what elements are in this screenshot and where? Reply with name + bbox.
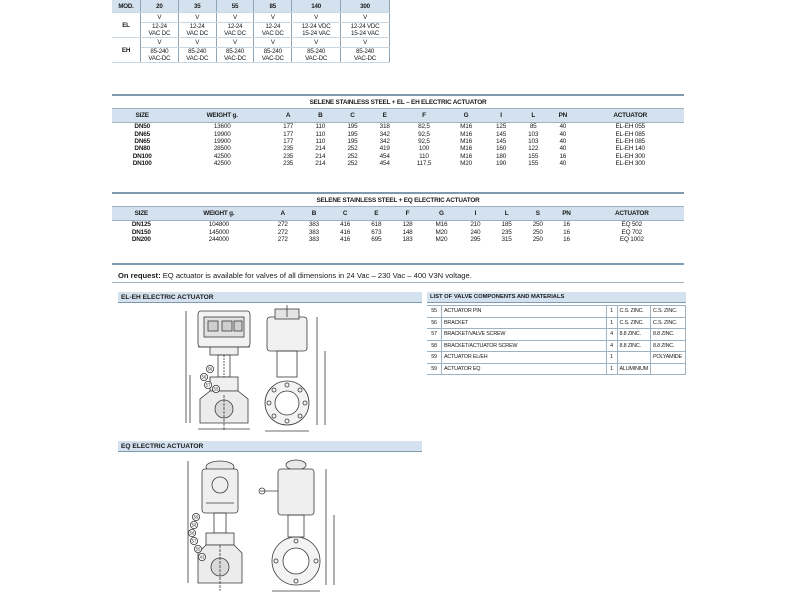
table-cell: 92,5 [418, 137, 430, 145]
component-name: ACTUATOR EL/EH [442, 352, 607, 364]
voltage-cell: 85-240 VAC-DC [141, 48, 179, 63]
component-qty: 1 [606, 306, 617, 318]
column-header: C [336, 109, 368, 123]
column-header: B [298, 207, 329, 221]
table-cell: M16 [460, 152, 472, 160]
table-cell: EQ 702 [621, 228, 643, 236]
check-mark: V [254, 38, 292, 48]
column-header: L [491, 207, 522, 221]
callout-label: 57 [191, 538, 197, 544]
table-cell: 110 [419, 152, 429, 160]
callout-label: 56 [189, 530, 195, 536]
table-cell: 100 [418, 145, 429, 153]
check-mark: V [141, 38, 179, 48]
eq-side-drawing [250, 455, 340, 595]
table-cell: 315 [501, 235, 512, 243]
table-cell: 195 [347, 137, 358, 145]
column-header: ACTUATOR [576, 109, 684, 123]
table-cell: DN80 [134, 145, 150, 153]
model-col: 300 [341, 0, 390, 13]
component-number: 57 [427, 329, 442, 341]
table-cell: 155 [528, 152, 539, 160]
table-cell: 103 [528, 130, 539, 138]
component-row [427, 329, 686, 341]
table-cell: 110 [315, 130, 326, 138]
table-cell: 240 [470, 228, 481, 236]
table-cell: 148 [402, 228, 413, 236]
table-row [112, 228, 684, 235]
eq-spec-table [112, 192, 684, 243]
component-number: 56 [427, 317, 442, 329]
table-cell: 145 [495, 137, 507, 145]
table-row [112, 145, 684, 152]
table-cell: 416 [340, 228, 351, 236]
check-mark: V [178, 38, 216, 48]
table-cell: 416 [340, 221, 351, 229]
table-cell: M20 [435, 228, 448, 236]
table-cell: 177 [283, 137, 294, 145]
component-material-1 [617, 352, 650, 364]
check-mark: V [292, 13, 341, 23]
table-cell: 145 [495, 130, 507, 138]
table-cell: M16 [460, 137, 472, 145]
column-header: SIZE [112, 207, 171, 221]
model-header-label: MOD. [112, 0, 141, 13]
table-cell: DN65 [134, 130, 150, 138]
column-header: G [447, 109, 485, 123]
column-header: SIZE [112, 109, 172, 123]
el-eh-table-title: SELENE STAINLESS STEEL + EL – EH ELECTRIC ACTUATOR [112, 95, 684, 109]
callout-label: 43 [199, 554, 205, 560]
voltage-cell: 12-24 VAC DC [141, 23, 179, 38]
table-cell: EL-EH 140 [615, 145, 645, 153]
component-material-2: C.S. ZINC. [651, 306, 686, 318]
table-cell: 103 [528, 137, 539, 145]
table-cell: EL-EH 300 [615, 152, 645, 160]
table-cell: 383 [308, 235, 319, 243]
table-cell: 185 [501, 221, 512, 229]
table-cell: 16 [559, 152, 567, 160]
table-cell: 695 [371, 235, 382, 243]
table-cell: M16 [460, 123, 472, 131]
table-row [112, 153, 684, 160]
column-header: A [267, 207, 298, 221]
eq-table-title: SELENE STAINLESS STEEL + EQ ELECTRIC ACTUATOR [112, 193, 684, 207]
voltage-cell: 12-24 VDC 15-24 VAC [341, 23, 390, 38]
component-material-1: ALUMINIUM [617, 363, 650, 375]
check-mark: V [341, 38, 390, 48]
model-col: 20 [141, 0, 179, 13]
column-header: F [401, 109, 447, 123]
eq-front-drawing [180, 455, 260, 595]
column-header: G [423, 207, 460, 221]
column-header: I [460, 207, 491, 221]
table-cell: 272 [277, 221, 288, 229]
column-header: L [517, 109, 549, 123]
table-cell: 214 [315, 160, 326, 168]
column-header: F [392, 207, 423, 221]
table-cell: 272 [277, 235, 288, 243]
check-mark: V [141, 13, 179, 23]
table-row [112, 138, 684, 145]
table-cell: 40 [559, 130, 567, 138]
voltage-cell: 85-240 VAC-DC [216, 48, 254, 63]
component-number: 59 [427, 352, 442, 364]
table-cell: 250 [532, 228, 543, 236]
component-row [427, 363, 686, 375]
voltage-cell: 12-24 VAC DC [216, 23, 254, 38]
table-cell: M20 [435, 235, 448, 243]
column-header: E [361, 207, 392, 221]
component-name: ACTUATOR EQ [442, 363, 607, 375]
on-request-note [112, 263, 684, 283]
table-cell: DN150 [131, 228, 151, 236]
check-mark: V [254, 13, 292, 23]
table-cell: M16 [435, 221, 448, 229]
table-cell: 16 [563, 221, 570, 229]
component-number: 55 [427, 306, 442, 318]
table-cell: 16 [563, 228, 570, 236]
component-material-2: 8.8 ZINC. [651, 340, 686, 352]
table-cell: 383 [308, 228, 319, 236]
table-cell: 177 [283, 123, 294, 131]
component-row [427, 340, 686, 352]
row-label-eh: EH [112, 38, 141, 63]
model-col: 140 [292, 0, 341, 13]
table-cell: 16 [563, 235, 570, 243]
table-cell: 250 [532, 221, 543, 229]
table-cell: 295 [470, 235, 481, 243]
table-cell: 40 [559, 137, 567, 145]
table-cell: 40 [559, 145, 567, 153]
table-cell: DN100 [132, 160, 152, 168]
column-header: S [522, 207, 553, 221]
table-cell: DN200 [131, 235, 151, 243]
table-cell: 252 [347, 152, 358, 160]
component-material-2: C.S. ZINC. [651, 317, 686, 329]
table-cell: EQ 1002 [619, 235, 644, 243]
table-cell: EL-EH 085 [615, 130, 645, 138]
table-cell: 160 [495, 145, 507, 153]
table-cell: EL-EH 085 [615, 137, 645, 145]
note-prefix: On request: [118, 271, 161, 280]
check-mark: V [292, 38, 341, 48]
component-qty: 1 [606, 363, 617, 375]
table-cell: 92,5 [418, 130, 430, 138]
table-cell: 19900 [213, 130, 231, 138]
table-cell: 195 [347, 123, 358, 131]
table-cell: 235 [283, 145, 294, 153]
table-cell: 244000 [208, 235, 229, 243]
component-qty: 4 [606, 340, 617, 352]
row-label-el: EL [112, 13, 141, 38]
voltage-cell: 85-240 VAC-DC [254, 48, 292, 63]
table-row [112, 160, 684, 167]
table-cell: 195 [347, 130, 358, 138]
callout-label: 55 [213, 386, 219, 392]
callout-label: 56 [201, 374, 207, 380]
table-cell: 252 [347, 145, 358, 153]
voltage-cell: 85-240 VAC-DC [341, 48, 390, 63]
table-cell: 183 [402, 235, 413, 243]
column-header: PN [549, 109, 576, 123]
check-mark: V [341, 13, 390, 23]
table-row [112, 221, 684, 229]
table-cell: 122 [528, 145, 539, 153]
column-header: ACTUATOR [580, 207, 684, 221]
table-cell: 155 [528, 160, 539, 168]
table-cell: 85 [529, 123, 537, 131]
components-section-header: LIST OF VALVE COMPONENTS AND MATERIALS [427, 292, 686, 303]
voltage-cell: 12-24 VAC DC [178, 23, 216, 38]
callout-label: 58 [207, 366, 213, 372]
el-eh-side-drawing [255, 305, 335, 435]
model-col: 85 [254, 0, 292, 13]
table-cell: EL-EH 055 [615, 123, 645, 131]
table-row [112, 123, 684, 131]
voltage-cell: 12-24 VDC 15-24 VAC [292, 23, 341, 38]
table-cell: 128 [402, 221, 413, 229]
note-text: EQ actuator is available for valves of all dimensions in 24 Vac – 230 Vac – 400 V3N voltage. [160, 271, 472, 280]
column-header: C [330, 207, 361, 221]
component-name: BRACKET/VALVE SCREW [442, 329, 607, 341]
column-header: WEIGHT g. [172, 109, 272, 123]
table-cell: DN125 [131, 221, 151, 229]
table-cell: 618 [371, 221, 382, 229]
table-cell: 19900 [213, 137, 231, 145]
component-number: 59 [427, 363, 442, 375]
column-header: PN [553, 207, 579, 221]
column-header: E [369, 109, 401, 123]
table-cell: 42500 [213, 152, 231, 160]
callout-label: 57 [205, 382, 211, 388]
voltage-cell: 85-240 VAC-DC [178, 48, 216, 63]
el-eh-spec-table [112, 94, 684, 167]
table-cell: 454 [379, 160, 390, 168]
table-cell: 235 [501, 228, 512, 236]
component-row [427, 306, 686, 318]
component-qty: 1 [606, 352, 617, 364]
table-cell: 214 [315, 145, 326, 153]
table-row [112, 130, 684, 137]
model-col: 35 [178, 0, 216, 13]
component-material-2 [651, 363, 686, 375]
table-cell: 145000 [208, 228, 229, 236]
table-cell: 383 [308, 221, 319, 229]
table-cell: 235 [283, 152, 294, 160]
table-cell: 190 [495, 160, 507, 168]
table-cell: 454 [379, 152, 390, 160]
table-cell: 42500 [213, 160, 231, 168]
column-header: I [485, 109, 517, 123]
table-cell: 342 [379, 137, 390, 145]
table-cell: DN100 [132, 152, 152, 160]
table-cell: 235 [283, 160, 294, 168]
table-cell: 177 [283, 130, 294, 138]
table-row [112, 236, 684, 243]
voltage-cell: 85-240 VAC-DC [292, 48, 341, 63]
table-cell: 272 [277, 228, 288, 236]
eq-section-header: EQ ELECTRIC ACTUATOR [118, 441, 422, 452]
table-cell: 40 [559, 160, 567, 168]
component-qty: 4 [606, 329, 617, 341]
callout-label: 59 [193, 514, 199, 520]
table-cell: 82,5 [418, 123, 430, 131]
table-cell: DN65 [134, 137, 150, 145]
table-cell: 416 [340, 235, 351, 243]
check-mark: V [178, 13, 216, 23]
el-eh-section-header: EL-EH ELECTRIC ACTUATOR [118, 292, 422, 303]
table-cell: 117,5 [416, 160, 432, 168]
column-header: A [272, 109, 304, 123]
table-cell: 214 [315, 152, 326, 160]
table-cell: 110 [315, 137, 326, 145]
table-cell: 13600 [213, 123, 231, 131]
component-qty: 1 [606, 317, 617, 329]
table-cell: 673 [371, 228, 382, 236]
table-cell: EQ 502 [621, 221, 643, 229]
table-cell: 250 [532, 235, 543, 243]
component-material-1: 8.8 ZINC. [617, 340, 650, 352]
component-material-1: C.S. ZINC. [617, 306, 650, 318]
table-cell: 110 [315, 123, 326, 131]
component-name: BRACKET/ACTUATOR SCREW [442, 340, 607, 352]
table-cell: 318 [379, 123, 390, 131]
component-material-2: 8.8 ZINC. [651, 329, 686, 341]
column-header: B [304, 109, 336, 123]
table-cell: EL-EH 300 [615, 160, 645, 168]
table-cell: 342 [379, 130, 390, 138]
table-cell: 252 [347, 160, 358, 168]
component-number: 58 [427, 340, 442, 352]
component-name: ACTUATOR PIN [442, 306, 607, 318]
table-cell: 104800 [208, 221, 229, 229]
component-row [427, 352, 686, 364]
table-cell: 180 [495, 152, 507, 160]
component-material-1: C.S. ZINC. [617, 317, 650, 329]
column-header: WEIGHT g. [171, 207, 268, 221]
component-name: BRACKET [442, 317, 607, 329]
table-cell: M16 [460, 130, 472, 138]
component-material-1: 8.8 ZINC. [617, 329, 650, 341]
table-cell: M16 [460, 145, 472, 153]
check-mark: V [216, 13, 254, 23]
table-cell: 125 [495, 123, 507, 131]
table-cell: 210 [470, 221, 481, 229]
component-material-2: POLYAMIDE [651, 352, 686, 364]
table-cell: 40 [559, 123, 567, 131]
table-cell: M20 [460, 160, 472, 168]
model-voltage-table [112, 0, 390, 63]
callout-label: 58 [191, 522, 197, 528]
table-cell: 28500 [213, 145, 231, 153]
model-col: 55 [216, 0, 254, 13]
components-table [427, 305, 686, 375]
component-row [427, 317, 686, 329]
check-mark: V [216, 38, 254, 48]
table-cell: 419 [379, 145, 390, 153]
voltage-cell: 12-24 VAC DC [254, 23, 292, 38]
callout-label: 55 [195, 546, 201, 552]
table-cell: DN50 [134, 123, 150, 131]
